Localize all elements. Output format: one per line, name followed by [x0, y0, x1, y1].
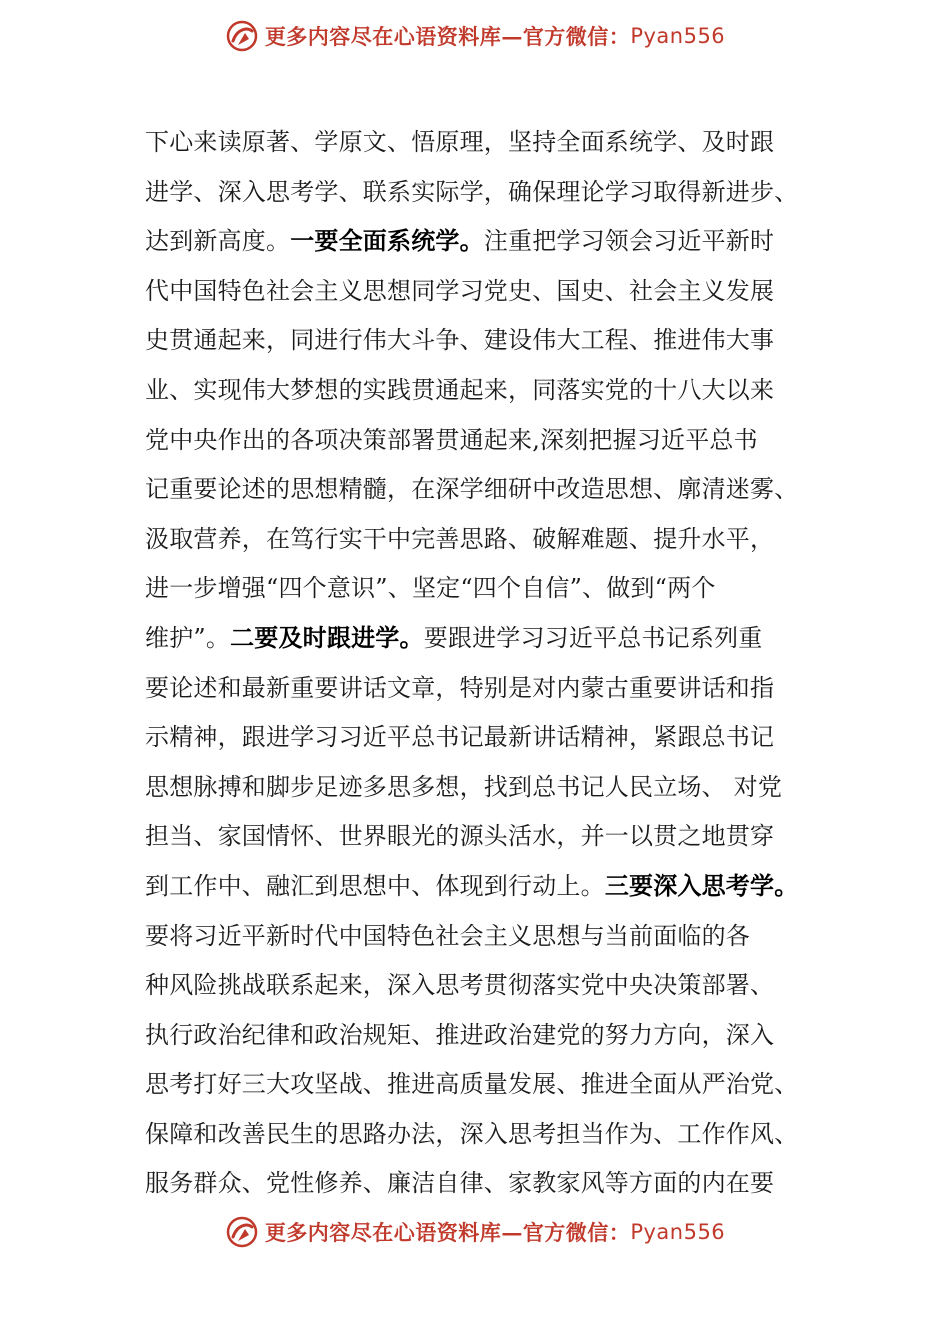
text-run: 进一步增强“四个意识”、坚定“四个自信”、做到“两个: [145, 574, 716, 603]
text-line: [145, 515, 825, 565]
text-line: [145, 862, 825, 912]
text-run: 示精神，跟进学习习近平总书记最新讲话精神，紧跟总书记: [145, 723, 775, 752]
text-run: 党中央作出的各项决策部署贯通起来,深刻把握习近平总书: [145, 425, 758, 454]
text-run: 注重把学习领会习近平新时: [483, 227, 775, 256]
banner-title: 更多内容尽在心语资料库: [264, 1220, 502, 1245]
footer-watermark-banner: [0, 1212, 950, 1252]
text-line: [145, 912, 825, 962]
text-run: 保障和改善民生的思路办法，深入思考担当作为、工作作风、: [145, 1119, 799, 1148]
text-run: 服务群众、党性修养、廉洁自律、家教家风等方面的内在要: [145, 1169, 775, 1198]
text-line: [145, 118, 825, 168]
text-run: 进学、深入思考学、联系实际学，确保理论学习取得新进步、: [145, 177, 799, 206]
text-run: 要论述和最新重要讲话文章，特别是对内蒙古重要讲话和指: [145, 673, 775, 702]
text-line: [145, 1011, 825, 1061]
text-line: [145, 564, 825, 614]
text-line: [145, 664, 825, 714]
bold-heading-run: 一要全面系统学。: [290, 227, 484, 256]
text-line: [145, 713, 825, 763]
text-run: 业、实现伟大梦想的实践贯通起来，同落实党的十八大以来: [145, 375, 775, 404]
text-line: [145, 316, 825, 366]
text-run: 到工作中、融汇到思想中、体现到行动上。: [145, 871, 605, 900]
text-line: [145, 168, 825, 218]
banner-wechat-label: —官方微信：: [501, 24, 631, 49]
bold-heading-run: 二要及时跟进学。: [230, 623, 424, 652]
text-run: 下心来读原著、学原文、悟原理，坚持全面系统学、及时跟: [145, 128, 775, 156]
text-line: [145, 465, 825, 515]
text-run: 种风险挑战联系起来，深入思考贯彻落实党中央决策部署、: [145, 971, 775, 1000]
text-line: [145, 614, 825, 664]
bold-heading-run: 三要深入思考学。: [604, 871, 799, 900]
text-line: [145, 416, 825, 466]
text-run: 思想脉搏和脚步足迹多思多想，找到总书记人民立场、 对党: [145, 772, 783, 801]
text-line: [145, 812, 825, 862]
text-run: 思考打好三大攻坚战、推进高质量发展、推进全面从严治党、: [145, 1070, 799, 1099]
banner-title: 更多内容尽在心语资料库: [264, 24, 502, 49]
text-run: 要跟进学习习近平总书记系列重: [423, 623, 763, 652]
brand-logo-icon: [225, 19, 259, 53]
text-run: 执行政治纪律和政治规矩、推进政治建党的努力方向，深入: [145, 1020, 775, 1049]
text-line: [145, 267, 825, 317]
text-line: [145, 961, 825, 1011]
text-run: 达到新高度。: [145, 227, 291, 256]
text-run: 担当、家国情怀、世界眼光的源头活水，并一以贯之地贯穿: [145, 822, 775, 851]
text-run: 汲取营养，在笃行实干中完善思路、破解难题、提升水平，: [145, 524, 775, 553]
text-line: [145, 1159, 825, 1209]
header-watermark-banner: [0, 16, 950, 56]
text-line: [145, 217, 825, 267]
text-run: 维护”。: [145, 623, 231, 652]
banner-wechat-id: Pyan556: [630, 1220, 726, 1244]
banner-wechat-id: Pyan556: [630, 24, 726, 48]
brand-logo-icon: [225, 1215, 259, 1249]
document-body: [145, 118, 825, 1209]
text-line: [145, 1110, 825, 1160]
text-run: 史贯通起来，同进行伟大斗争、建设伟大工程、推进伟大事: [145, 326, 775, 355]
text-run: 要将习近平新时代中国特色社会主义思想与当前面临的各: [145, 921, 750, 950]
text-line: [145, 763, 825, 813]
text-run: 代中国特色社会主义思想同学习党史、国史、社会主义发展: [145, 276, 775, 305]
text-line: [145, 366, 825, 416]
banner-wechat-label: —官方微信：: [501, 1220, 631, 1245]
text-run: 记重要论述的思想精髓，在深学细研中改造思想、廓清迷雾、: [145, 475, 799, 504]
text-line: [145, 1060, 825, 1110]
